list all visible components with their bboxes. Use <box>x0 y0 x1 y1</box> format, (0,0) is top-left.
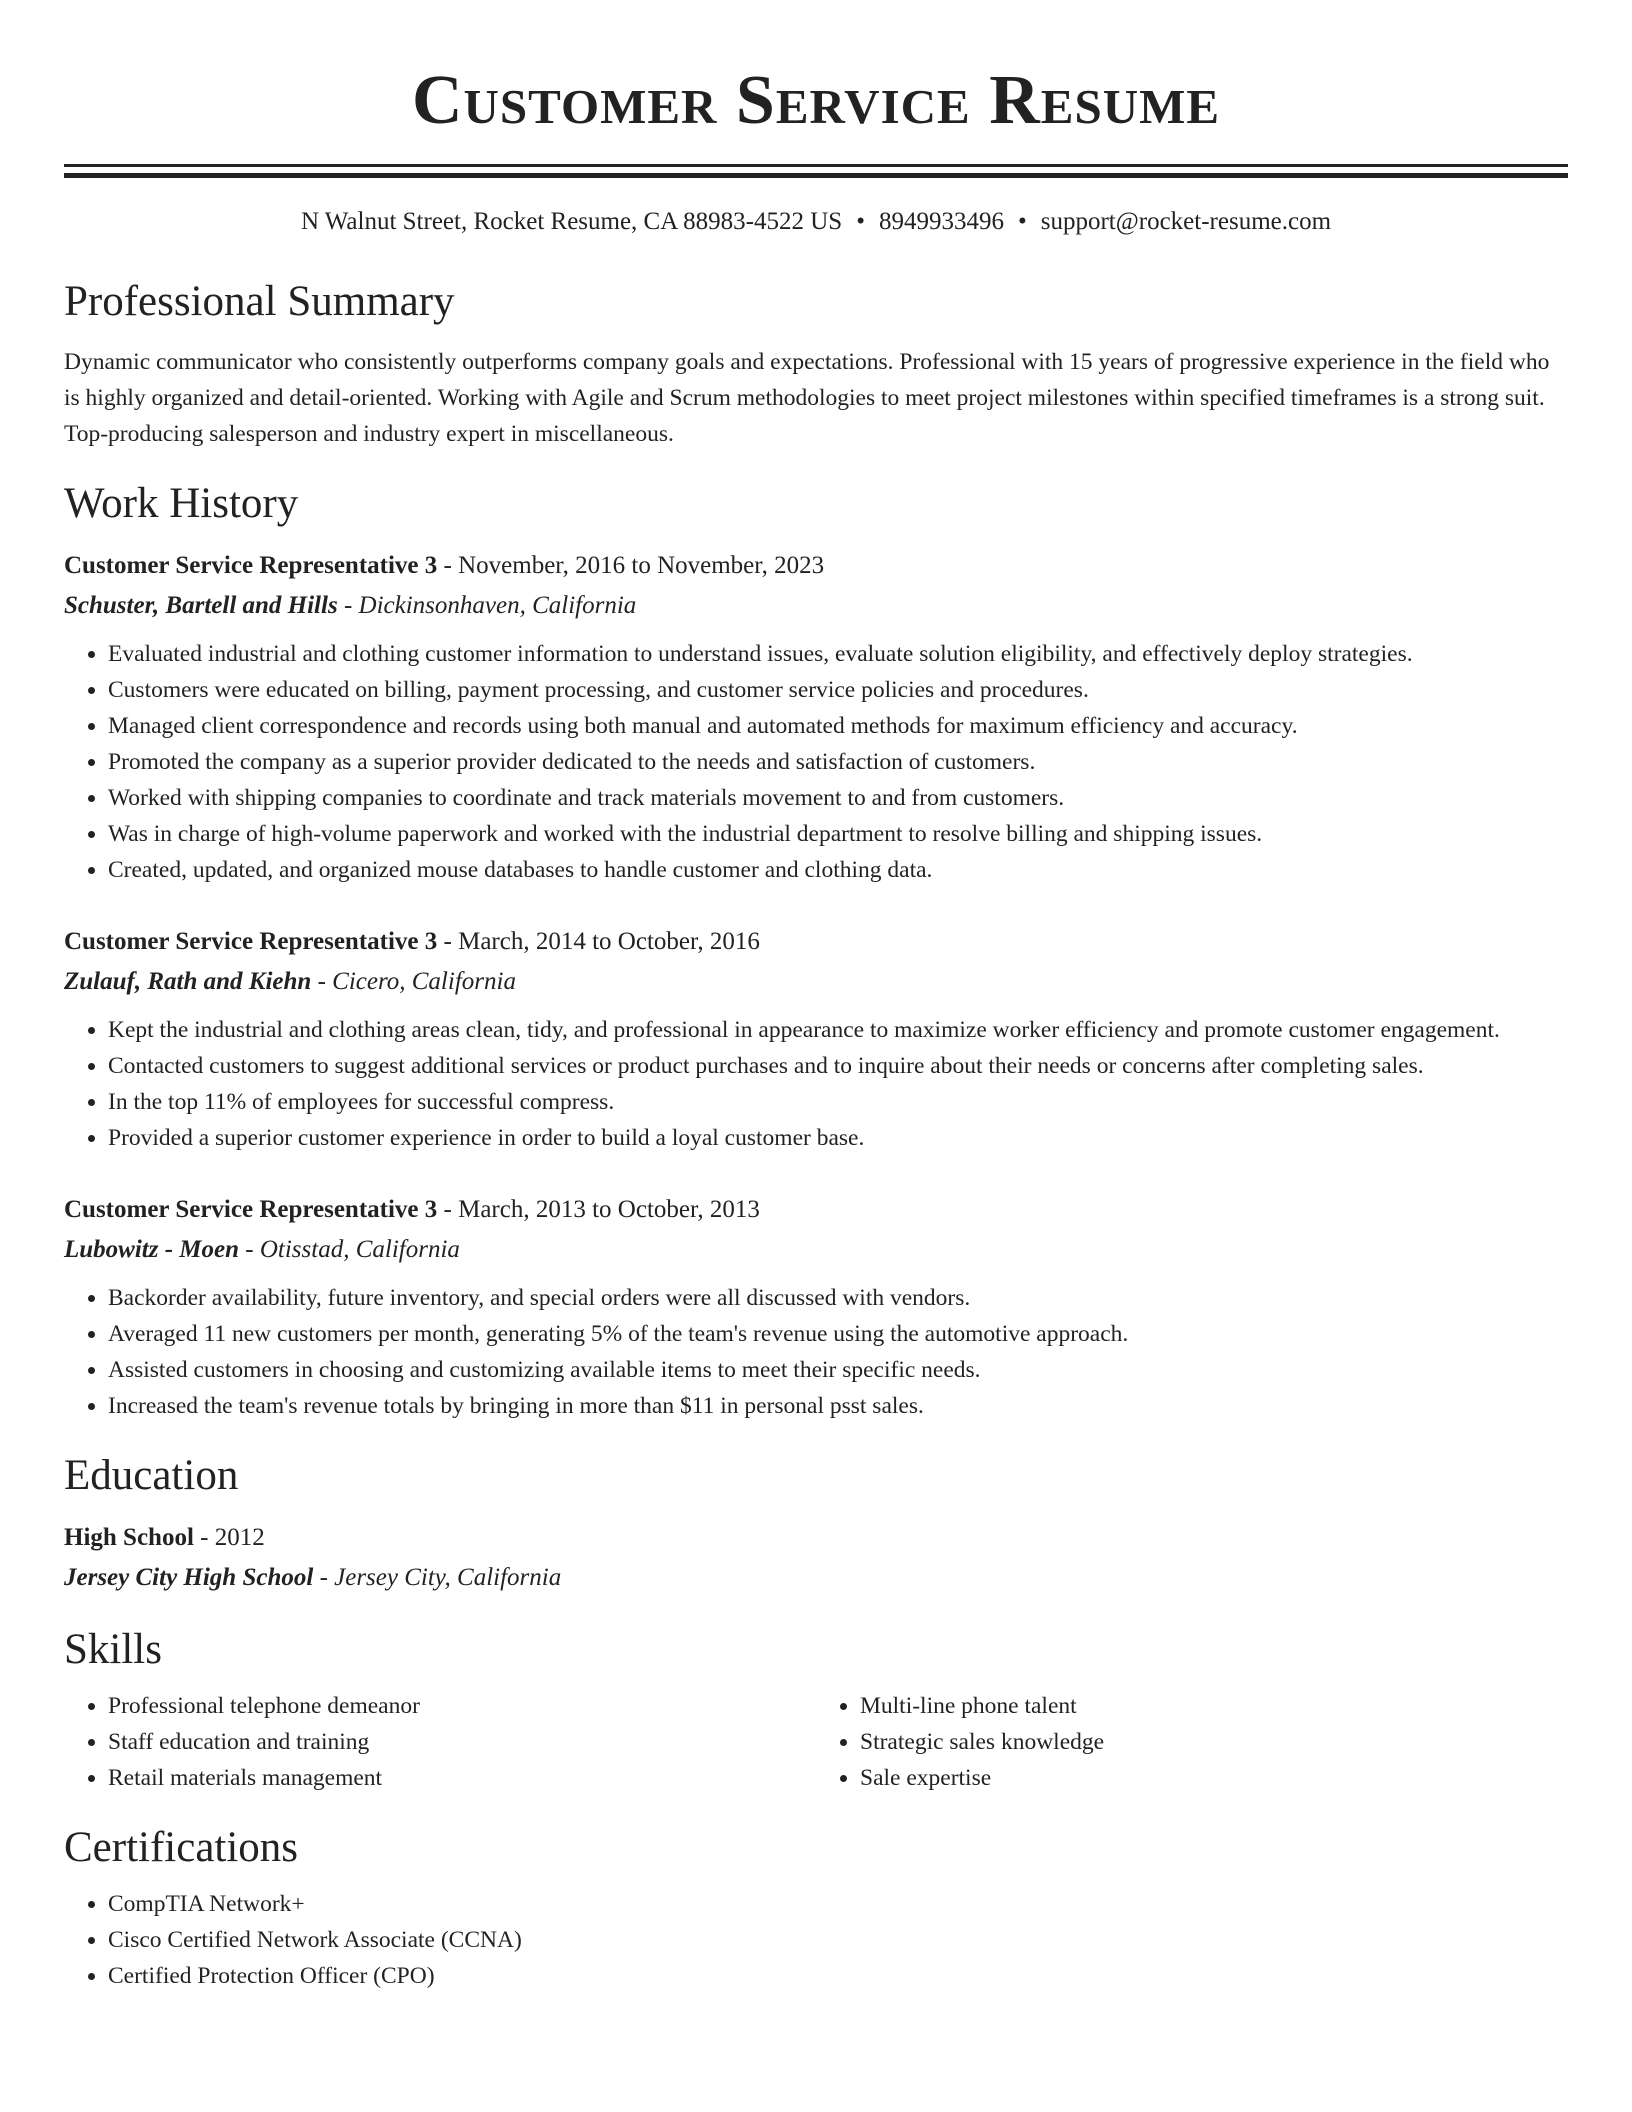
job-bullet: • Was in charge of high-volume paperwork and worked with the industrial department to resolve billing and shipping issues. <box>108 816 1568 852</box>
job-location: - Cicero, California <box>311 968 516 995</box>
certification-item: • CompTIA Network+ <box>108 1886 1568 1922</box>
job-dates: - November, 2016 to November, 2023 <box>437 552 825 579</box>
education-entry <box>64 1518 1568 1598</box>
resume-title: Customer Service Resume <box>411 62 1221 139</box>
certifications-list <box>64 1886 1568 1994</box>
job-entry <box>64 1190 1568 1424</box>
job-title: Customer Service Representative 3 <box>64 552 438 579</box>
job-location: - Dickinsonhaven, California <box>337 592 637 619</box>
certification-item: • Certified Protection Officer (CPO) <box>108 1958 1568 1994</box>
job-title-line <box>64 1190 1568 1230</box>
contact-address: N Walnut Street, Rocket Resume, CA 88983-4522 US <box>300 208 843 235</box>
title-rule-bottom <box>64 173 1568 178</box>
education-location: - Jersey City, California <box>313 1564 562 1591</box>
contact-separator: • <box>1017 208 1027 235</box>
skill-item: • Staff education and training <box>108 1724 816 1760</box>
summary-text: Dynamic communicator who consistently outperforms company goals and expectations. Professional with 15 years of progressive experience in the field who is highly organized and detail-oriented. Working with Agile and Scrum methodologies to meet project milestones within specified timeframes is a strong suit. Top-producing salesperson and industry expert in miscellaneous. <box>64 349 1550 447</box>
job-bullet: • Kept the industrial and clothing areas clean, tidy, and professional in appearance to maximize worker efficiency and promote customer engagement. <box>108 1012 1568 1048</box>
job-company-line <box>64 1230 1568 1270</box>
education-degree-line <box>64 1518 1568 1558</box>
contact-phone: 8949933496 <box>878 208 1004 235</box>
job-dates: - March, 2014 to October, 2016 <box>437 928 760 955</box>
job-bullet: • Averaged 11 new customers per month, generating 5% of the team's revenue using the automotive approach. <box>108 1316 1568 1352</box>
skills-column-left <box>64 1688 816 1796</box>
job-bullet: • Promoted the company as a superior provider dedicated to the needs and satisfaction of customers. <box>108 744 1568 780</box>
job-bullets <box>64 1280 1568 1424</box>
job-bullet: • Customers were educated on billing, payment processing, and customer service policies and procedures. <box>108 672 1568 708</box>
job-bullet: • Contacted customers to suggest additional services or product purchases and to inquire about their needs or concerns after completing sales. <box>108 1048 1568 1084</box>
skills-list <box>64 1688 1568 1796</box>
contact-separator: • <box>856 208 865 235</box>
skill-item: • Multi-line phone talent <box>860 1688 1568 1724</box>
skill-item: • Strategic sales knowledge <box>860 1724 1568 1760</box>
job-bullets <box>64 636 1568 888</box>
skill-item: • Retail materials management <box>108 1760 816 1796</box>
job-bullet: • Managed client correspondence and records using both manual and automated methods for maximum efficiency and accuracy. <box>108 708 1568 744</box>
education-school-line <box>64 1558 1568 1598</box>
skill-item: • Professional telephone demeanor <box>108 1688 816 1724</box>
contact-line <box>64 206 1568 238</box>
education-heading: Education <box>64 1452 239 1499</box>
education-degree: High School <box>64 1524 194 1551</box>
job-company-line <box>64 586 1568 626</box>
certification-item: • Cisco Certified Network Associate (CCNA) <box>108 1922 1568 1958</box>
job-company: Schuster, Bartell and Hills <box>64 592 338 619</box>
job-bullet: • Increased the team's revenue totals by bringing in more than $11 in personal psst sales. <box>108 1388 1568 1424</box>
job-dates: - March, 2013 to October, 2013 <box>437 1196 760 1223</box>
job-bullet: • In the top 11% of employees for successful compress. <box>108 1084 1568 1120</box>
title-rule-top <box>64 164 1568 167</box>
job-company: Lubowitz - Moen <box>64 1236 240 1263</box>
skills-heading: Skills <box>64 1626 162 1673</box>
job-title-line <box>64 546 1568 586</box>
job-title: Customer Service Representative 3 <box>64 1196 438 1223</box>
certifications-heading: Certifications <box>64 1824 299 1871</box>
job-company-line <box>64 962 1568 1002</box>
job-bullet: • Evaluated industrial and clothing customer information to understand issues, evaluate solution eligibility, and effectively deploy strategies. <box>108 636 1568 672</box>
job-bullet: • Provided a superior customer experience in order to build a loyal customer base. <box>108 1120 1568 1156</box>
summary-heading: Professional Summary <box>64 278 455 325</box>
job-bullet: • Worked with shipping companies to coordinate and track materials movement to and from customers. <box>108 780 1568 816</box>
job-bullet: • Backorder availability, future inventory, and special orders were all discussed with vendors. <box>108 1280 1568 1316</box>
skills-column-right <box>816 1688 1568 1796</box>
job-entry <box>64 546 1568 888</box>
job-title: Customer Service Representative 3 <box>64 928 438 955</box>
education-year: - 2012 <box>193 1524 265 1551</box>
job-entry <box>64 922 1568 1156</box>
education-school: Jersey City High School <box>64 1564 314 1591</box>
job-title-line <box>64 922 1568 962</box>
skill-item: • Sale expertise <box>860 1760 1568 1796</box>
job-bullet: • Created, updated, and organized mouse databases to handle customer and clothing data. <box>108 852 1568 888</box>
job-bullet: • Assisted customers in choosing and customizing available items to meet their specific needs. <box>108 1352 1568 1388</box>
job-bullets <box>64 1012 1568 1156</box>
job-location: - Otisstad, California <box>239 1236 460 1263</box>
job-company: Zulauf, Rath and Kiehn <box>64 968 312 995</box>
work-history-heading: Work History <box>64 480 299 527</box>
contact-email: support@rocket-resume.com <box>1040 208 1332 235</box>
